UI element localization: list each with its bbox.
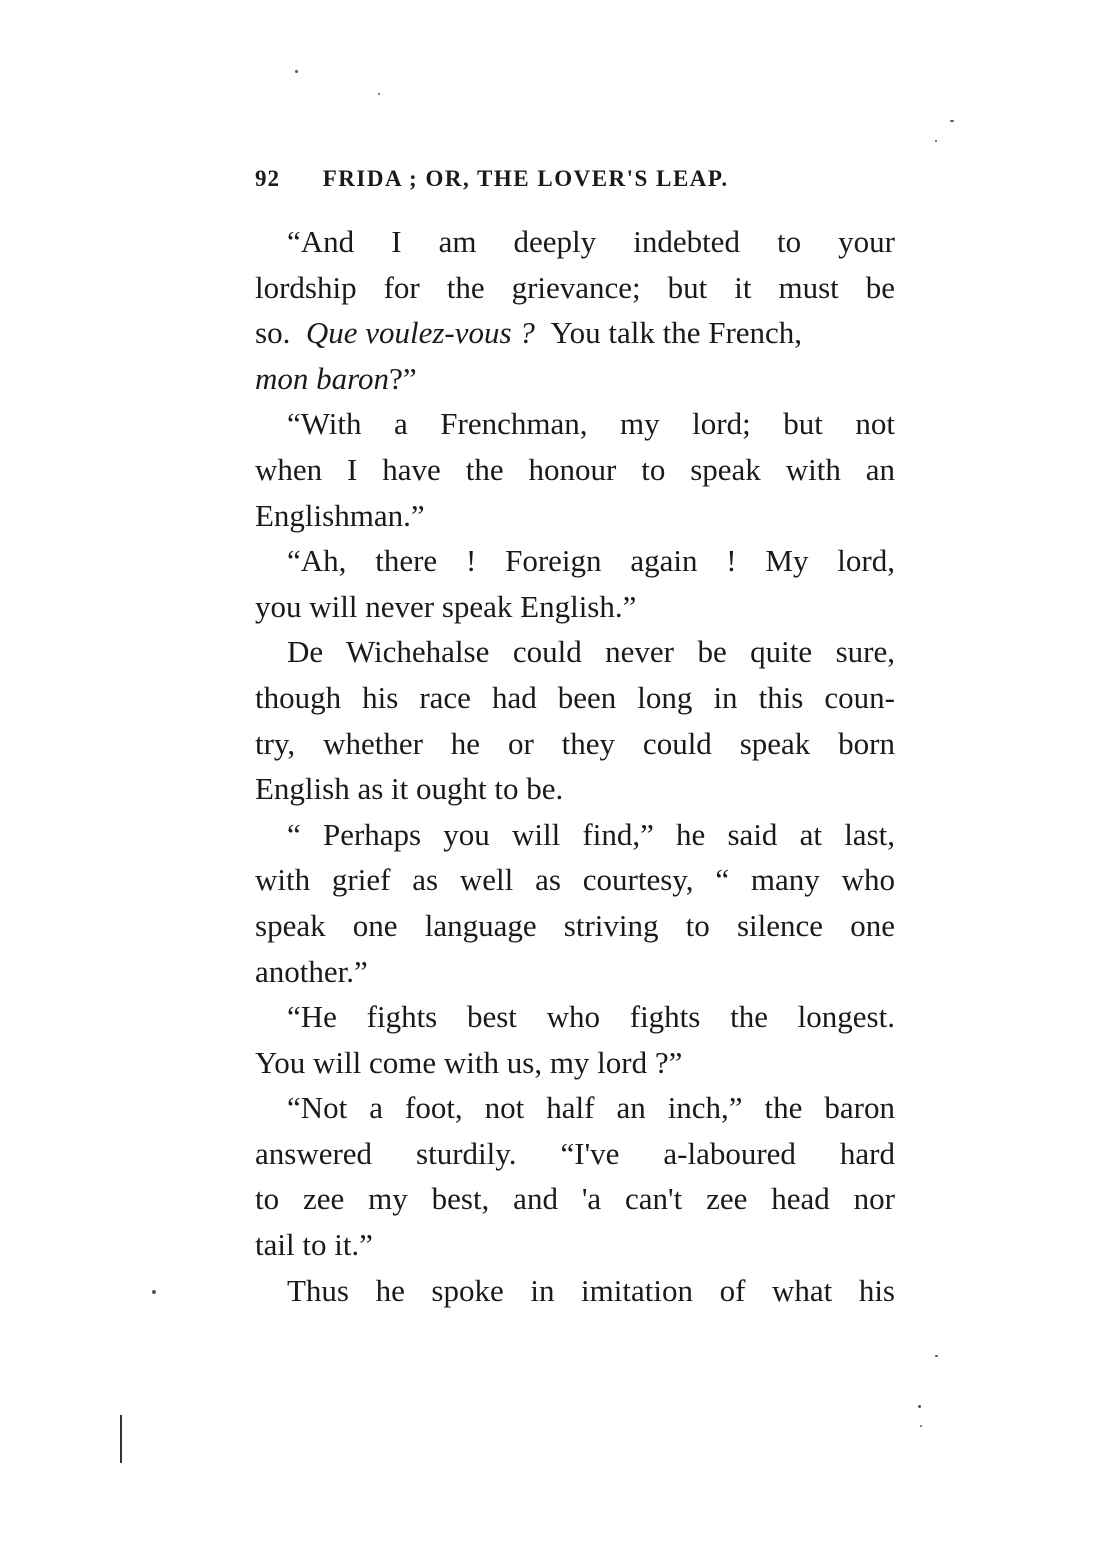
paragraph-8: [255, 1268, 895, 1314]
scan-speck: [950, 120, 954, 122]
text-line: De Wichehalse could never be quite sure,: [287, 634, 895, 670]
text-line: another.”: [255, 953, 368, 989]
italic-phrase: mon baron: [255, 360, 390, 396]
text-line: “Ah, there ! Foreign again ! My lord,: [287, 543, 895, 579]
page-number: 92: [255, 166, 280, 191]
text-span: You talk the French,: [550, 315, 803, 351]
text-line: “Not a foot, not half an inch,” the baron: [287, 1090, 895, 1126]
text-line: speak one language striving to silence one: [255, 907, 895, 943]
text-line: you will never speak English.”: [255, 588, 637, 624]
text-line: answered sturdily. “I've a-laboured hard: [255, 1135, 895, 1171]
text-line: with grief as well as courtesy, “ many who: [255, 862, 895, 898]
text-line: “With a Frenchman, my lord; but not: [287, 406, 895, 442]
paragraph-2: [255, 401, 895, 538]
italic-phrase: Que voulez-vous ?: [305, 315, 535, 351]
text-line: Englishman.”: [255, 497, 425, 533]
scan-speck: [378, 93, 380, 95]
text-line: English as it ought to be.: [255, 771, 564, 807]
text-line: [255, 356, 895, 402]
text-line: “And I am deeply indebted to your: [287, 224, 895, 259]
text-line: to zee my best, and 'a can't zee head nor: [255, 1181, 895, 1217]
text-line: Thus he spoke in imitation of what his: [287, 1272, 895, 1308]
text-line: lordship for the grievance; but it must be: [255, 269, 895, 305]
text-span: ?”: [389, 360, 417, 396]
paragraph-5: [255, 812, 895, 994]
scan-speck: [935, 1355, 938, 1357]
text-line: “He fights best who fights the longest.: [287, 999, 895, 1035]
running-head-title: FRIDA ; OR, THE LOVER'S LEAP.: [322, 166, 729, 191]
body-text: [255, 219, 895, 1313]
scan-margin-mark: [120, 1415, 122, 1463]
scan-speck: [935, 140, 937, 142]
scan-speck: [152, 1290, 156, 1294]
text-line: You will come with us, my lord ?”: [255, 1044, 683, 1080]
text-line: though his race had been long in this coun-: [255, 679, 895, 715]
paragraph-3: [255, 538, 895, 629]
paragraph-1: [255, 219, 895, 401]
running-head: [255, 166, 895, 192]
text-line: [255, 310, 895, 356]
text-line: when I have the honour to speak with an: [255, 451, 895, 487]
text-span: so.: [255, 315, 291, 351]
scan-speck: [918, 1405, 921, 1408]
paragraph-4: [255, 629, 895, 811]
paragraph-7: [255, 1085, 895, 1267]
paragraph-6: [255, 994, 895, 1085]
text-line: “ Perhaps you will find,” he said at last,: [287, 816, 895, 852]
text-line: try, whether he or they could speak born: [255, 725, 895, 761]
scan-speck: [920, 1425, 922, 1427]
text-line: tail to it.”: [255, 1227, 373, 1263]
scan-speck: [295, 70, 298, 73]
